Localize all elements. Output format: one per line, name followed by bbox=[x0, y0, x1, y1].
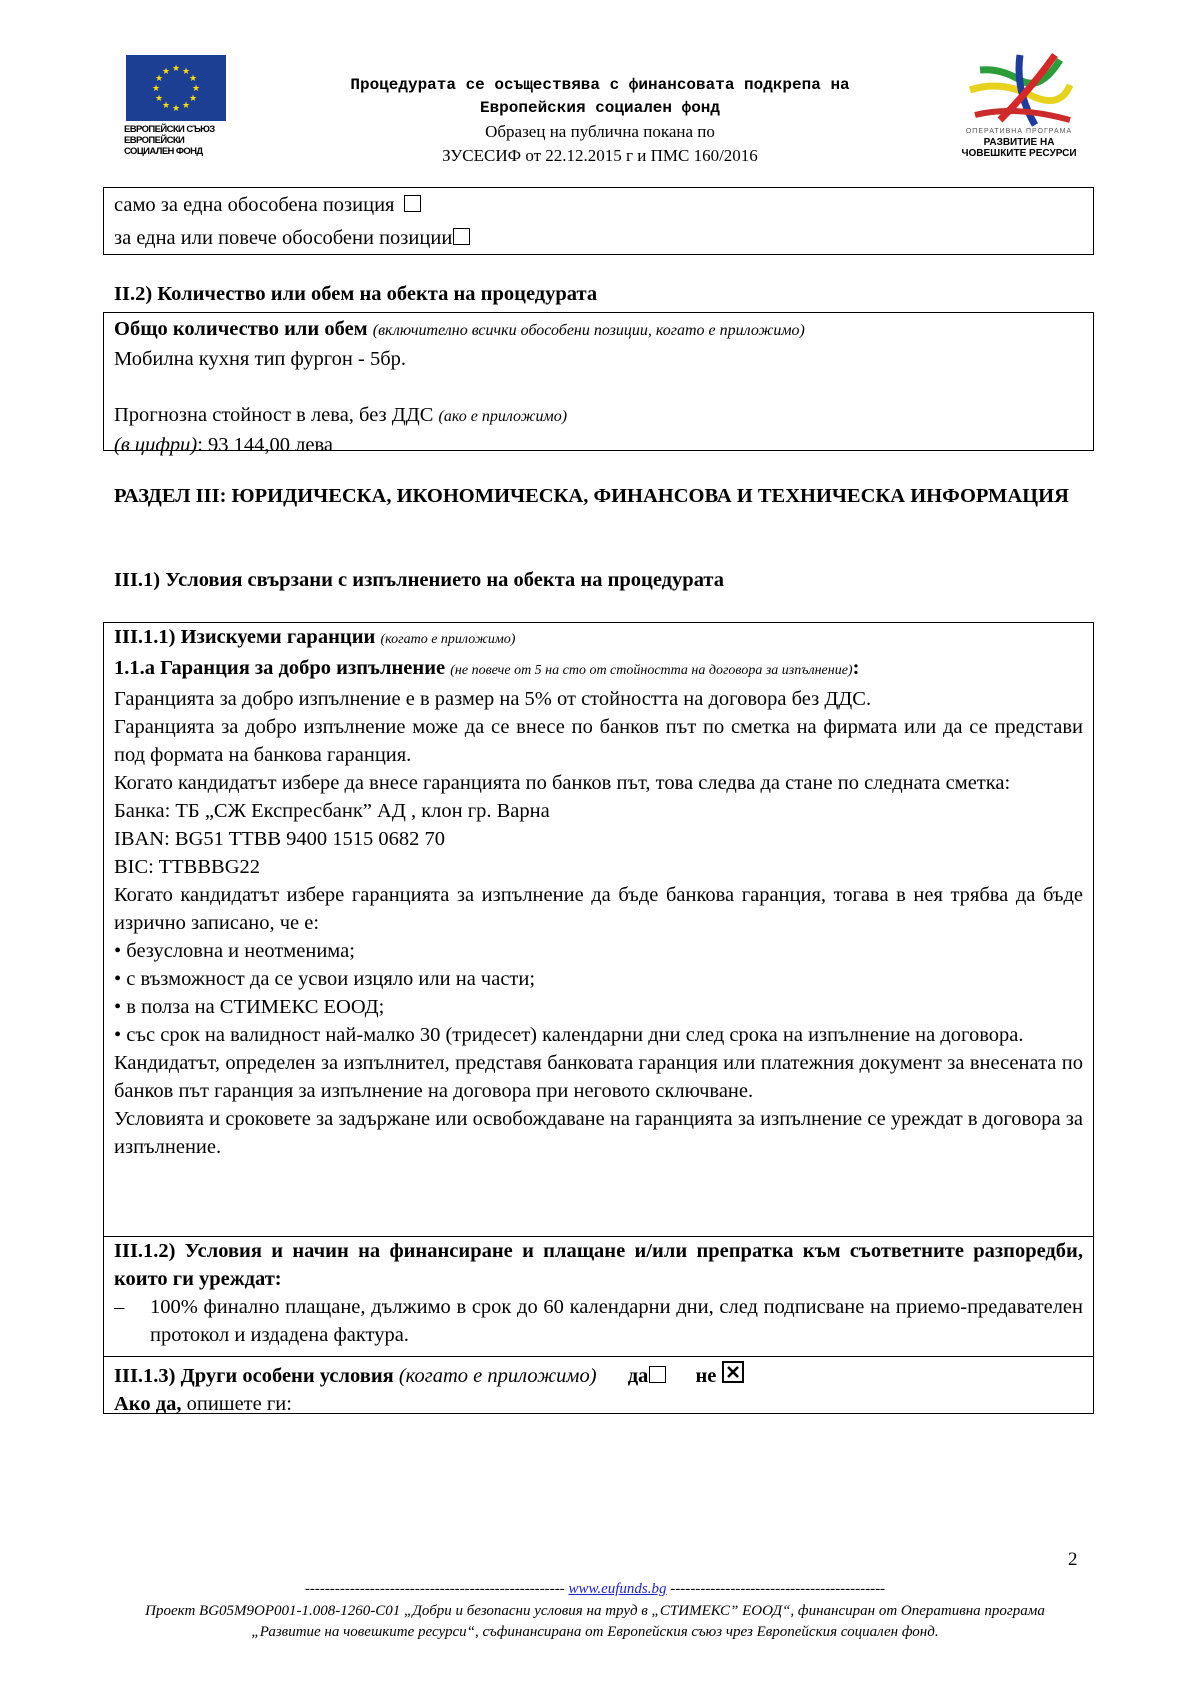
estimated-value-digits: (в цифри): 93 144,00 лева bbox=[114, 434, 334, 456]
svg-text:★: ★ bbox=[154, 94, 164, 104]
bullet-item: • с възможност да се усвои изцяло или на части; bbox=[114, 968, 536, 990]
svg-text:★: ★ bbox=[171, 104, 181, 114]
header-line-4: ЗУСЕСИФ от 22.12.2015 г и ПМС 160/2016 bbox=[442, 146, 758, 165]
header-title bbox=[260, 74, 940, 168]
svg-text:★: ★ bbox=[154, 74, 164, 84]
op-logo-icon bbox=[960, 50, 1080, 130]
performance-guarantee-title: 1.1.а Гаранция за добро изпълнение (не повече от 5 на сто от стойността на договора за изпълнение): bbox=[114, 657, 860, 679]
footer-separator: ---------------------------------------------------- www.eufunds.bg ------------------------------------------- bbox=[304, 1581, 886, 1597]
payment-item: – 100% финално плащане, дължимо в срок до 60 календарни дни, след подписване на приемо-предавателен протокол и издадена фактура. bbox=[114, 1296, 1083, 1346]
guarantee-amount-text: Гаранцията за добро изпълнение е в размер на 5% от стойността на договора без ДДС. bbox=[114, 688, 872, 710]
bullet-item: • със срок на валидност най-малко 30 (тридесет) календарни дни след срока на изпълнение на договора. bbox=[114, 1024, 1024, 1046]
section-ii2-title: II.2) Количество или обем на обекта на процедурата bbox=[114, 283, 598, 305]
svg-text:★: ★ bbox=[151, 84, 161, 94]
header-line-3: Образец на публична покана по bbox=[485, 122, 715, 141]
if-yes-describe: Ако да, опишете ги: bbox=[114, 1393, 292, 1415]
guarantees-title: III.1.1) Изискуеми гаранции (когато е приложимо) bbox=[114, 626, 516, 648]
svg-text:★: ★ bbox=[191, 84, 201, 94]
page-number: 2 bbox=[1068, 1549, 1078, 1570]
eufunds-link[interactable]: www.eufunds.bg bbox=[568, 1581, 667, 1597]
bullet-item: • в полза на СТИМЕКС ЕООД; bbox=[114, 996, 385, 1018]
lot-multiple-checkbox[interactable] bbox=[453, 228, 470, 245]
lot-single-checkbox[interactable] bbox=[404, 195, 421, 212]
lot-single-row: само за една обособена позиция bbox=[114, 191, 1083, 219]
other-conditions-title: III.1.3) Други особени условия (когато е приложимо) да не bbox=[114, 1361, 1083, 1390]
payment-title: III.1.2) Условия и начин на финансиране и плащане и/или препратка към съответните разпоредби, които ги уреждат: bbox=[114, 1240, 1083, 1290]
guarantee-presentation-text: Кандидатът, определен за изпълнител, представя банковата гаранция или платежния документ за внесената по банков път гаранция за изпълнение на договора при неговото сключване. bbox=[114, 1052, 1083, 1102]
other-conditions-cell bbox=[104, 1357, 1093, 1418]
svg-text:★: ★ bbox=[188, 94, 198, 104]
footer-project-text: Проект BG05M9OP001-1.008-1260-C01 „Добри и безопасни условия на труд в „СТИМЕКС” ЕООД“, финансиран от Оперативна програма „Развитие на човешките ресурси“, съфинансирана от Европейския съюз чрез Европейския социален фонд. bbox=[145, 1603, 1045, 1640]
lots-box bbox=[103, 187, 1094, 255]
total-quantity-value: Мобилна кухня тип фургон - 5бр. bbox=[114, 348, 407, 370]
other-conditions-no-checkbox[interactable] bbox=[722, 1361, 744, 1383]
svg-text:★: ★ bbox=[171, 64, 181, 74]
eu-caption: ЕВРОПЕЙСКИ СЪЮЗ ЕВРОПЕЙСКИ СОЦИАЛЕН ФОНД bbox=[124, 124, 215, 157]
op-caption: ОПЕРАТИВНА ПРОГРАМА РАЗВИТИЕ НА ЧОВЕШКИТЕ РЕСУРСИ bbox=[961, 128, 1077, 159]
bullet-item: • безусловна и неотменима; bbox=[114, 940, 355, 962]
other-conditions-yes-checkbox[interactable] bbox=[649, 1366, 666, 1383]
eu-stars-icon bbox=[126, 55, 226, 121]
guarantees-cell bbox=[104, 623, 1093, 1237]
section-iii1-title: III.1) Условия свързани с изпълнението на обекта на процедурата bbox=[114, 569, 724, 591]
svg-text:★: ★ bbox=[161, 101, 171, 111]
conditions-table bbox=[103, 622, 1094, 1414]
header-line-1: Процедурата се осъществява с финансовата подкрепа на bbox=[350, 76, 850, 94]
op-hrd-logo bbox=[960, 50, 1080, 130]
bank-iban: IBAN: BG51 TTBB 9400 1515 0682 70 bbox=[114, 828, 446, 850]
svg-text:★: ★ bbox=[181, 67, 191, 77]
svg-text:★: ★ bbox=[181, 101, 191, 111]
bank-bic: BIC: TTBBBG22 bbox=[114, 856, 260, 878]
eu-flag-logo bbox=[126, 55, 226, 121]
section-iii-title: РАЗДЕЛ III: ЮРИДИЧЕСКА, ИКОНОМИЧЕСКА, ФИНАНСОВА И ТЕХНИЧЕСКА ИНФОРМАЦИЯ bbox=[114, 485, 1069, 507]
checked-x-icon bbox=[724, 1363, 742, 1381]
header-line-2: Европейския социален фонд bbox=[479, 99, 721, 117]
guarantee-bank-transfer-text: Когато кандидатът избере да внесе гаранцията по банков път, това следва да стане по следната сметка: bbox=[114, 772, 1011, 794]
total-quantity-label: Общо количество или обем (включително всички обособени позиции, когато е приложимо) bbox=[114, 318, 805, 340]
guarantee-release-text: Условията и сроковете за задържане или освобождаване на гаранцията за изпълнение се уреждат в договора за изпълнение. bbox=[114, 1108, 1083, 1158]
bank-guarantee-text: Когато кандидатът избере гаранцията за изпълнение да бъде банкова гаранция, тогава в нея трябва да бъде изрично записано, че е: bbox=[114, 884, 1083, 934]
guarantee-payment-text: Гаранцията за добро изпълнение може да се внесе по банков път по сметка на фирмата или да се представи под формата на банкова гаранция. bbox=[114, 716, 1083, 766]
svg-text:★: ★ bbox=[161, 67, 171, 77]
bank-name: Банка: ТБ „СЖ Експресбанк” АД , клон гр. Варна bbox=[114, 800, 550, 822]
payment-cell bbox=[104, 1237, 1093, 1357]
quantity-box bbox=[103, 312, 1094, 456]
svg-text:★: ★ bbox=[188, 74, 198, 84]
lot-multiple-row: за една или повече обособени позиции bbox=[114, 224, 1083, 252]
estimated-value-label: Прогнозна стойност в лева, без ДДС (ако е приложимо) bbox=[114, 404, 568, 426]
